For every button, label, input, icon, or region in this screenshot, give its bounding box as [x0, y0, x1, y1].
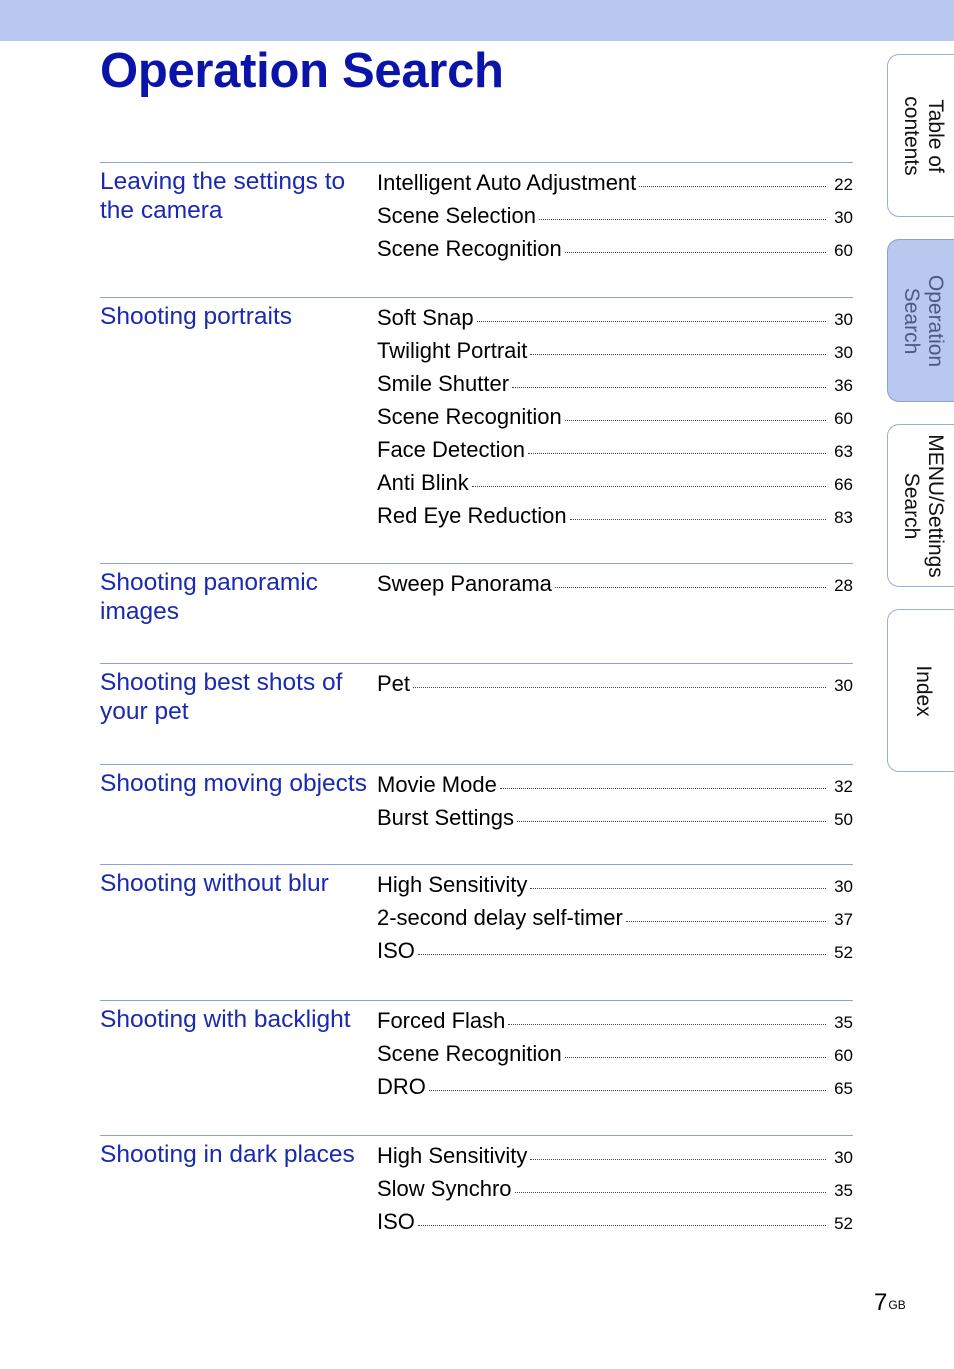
dot-leader [500, 788, 826, 789]
entry-label: Forced Flash [377, 1008, 506, 1033]
dot-leader [626, 921, 826, 922]
entry-page-number: 30 [834, 877, 853, 896]
dot-leader [413, 687, 826, 688]
entry-link[interactable] [377, 1172, 853, 1205]
dot-leader [515, 1192, 826, 1193]
entry-page-number: 66 [834, 475, 853, 494]
dot-leader [418, 954, 826, 955]
entry-list [377, 163, 853, 265]
entry-label: Anti Blink [377, 470, 469, 495]
tab-label: Table of contents [899, 95, 947, 176]
section-title: Shooting portraits [100, 303, 293, 330]
entry-page-number: 60 [834, 241, 853, 260]
entry-list [377, 1001, 853, 1103]
dot-leader [565, 252, 826, 253]
entry-label: 2-second delay self-timer [377, 905, 623, 930]
dot-leader [530, 354, 826, 355]
entry-label: Red Eye Reduction [377, 503, 567, 528]
dot-leader [530, 1159, 826, 1160]
page-number: $7^{GB}$ [874, 1289, 906, 1316]
search-section [100, 1000, 853, 1135]
entry-page-number: 36 [834, 376, 853, 395]
entry-list [377, 664, 853, 700]
tab-table-of-contents[interactable] [887, 54, 954, 217]
entry-label: Scene Recognition [377, 236, 562, 261]
entry-page-number: 30 [834, 343, 853, 362]
entry-label: Burst Settings [377, 805, 514, 830]
entry-link[interactable] [377, 934, 853, 967]
entry-label: High Sensitivity [377, 1143, 528, 1168]
tab-operation-search[interactable] [887, 239, 954, 402]
entry-label: Scene Recognition [377, 404, 562, 429]
search-section [100, 297, 853, 563]
section-title: Shooting panoramic images [100, 569, 318, 625]
entry-label: DRO [377, 1074, 426, 1099]
dot-leader [565, 420, 826, 421]
dot-leader [429, 1090, 826, 1091]
entry-list [377, 564, 853, 600]
search-section [100, 162, 853, 297]
entry-link[interactable] [377, 868, 853, 901]
entry-label: Movie Mode [377, 772, 497, 797]
dot-leader [512, 387, 826, 388]
entry-page-number: 83 [834, 508, 853, 527]
entry-page-number: 28 [834, 576, 853, 595]
entry-link[interactable] [377, 166, 853, 199]
entry-label: ISO [377, 1209, 415, 1234]
entry-list [377, 765, 853, 834]
entry-label: High Sensitivity [377, 872, 528, 897]
entry-page-number: 65 [834, 1079, 853, 1098]
tab-label: MENU/Settings Search [899, 433, 947, 578]
entry-link[interactable] [377, 301, 853, 334]
entry-link[interactable] [377, 199, 853, 232]
entry-label: Scene Selection [377, 203, 536, 228]
dot-leader [508, 1024, 826, 1025]
entry-page-number: 30 [834, 310, 853, 329]
entry-page-number: 35 [834, 1181, 853, 1200]
dot-leader [530, 888, 826, 889]
dot-leader [472, 486, 826, 487]
dot-leader [418, 1225, 826, 1226]
entry-page-number: 60 [834, 409, 853, 428]
search-section [100, 1135, 853, 1266]
entry-page-number: 22 [834, 175, 853, 194]
search-section [100, 764, 853, 864]
entry-page-number: 52 [834, 1214, 853, 1233]
entry-label: ISO [377, 938, 415, 963]
entry-label: Smile Shutter [377, 371, 510, 396]
entry-list [377, 1136, 853, 1238]
entry-page-number: 30 [834, 676, 853, 695]
entry-page-number: 37 [834, 910, 853, 929]
dot-leader [570, 519, 826, 520]
entry-link[interactable] [377, 667, 853, 700]
operation-search-list [100, 162, 853, 1266]
tab-menu-settings-search[interactable] [887, 424, 954, 587]
entry-label: Sweep Panorama [377, 571, 552, 596]
entry-link[interactable] [377, 567, 853, 600]
search-section [100, 864, 853, 1000]
dot-leader [639, 186, 826, 187]
entry-label: Soft Snap [377, 305, 474, 330]
entry-link[interactable] [377, 801, 853, 834]
entry-link[interactable] [377, 433, 853, 466]
entry-list [377, 298, 853, 532]
entry-label: Pet [377, 671, 411, 696]
tab-label: Index [911, 664, 935, 717]
section-title: Shooting in dark places [100, 1141, 355, 1168]
dot-leader [555, 587, 826, 588]
entry-link[interactable] [377, 466, 853, 499]
entry-link[interactable] [377, 1139, 853, 1172]
tab-index[interactable] [887, 609, 954, 772]
entry-label: Scene Recognition [377, 1041, 562, 1066]
header-band [0, 0, 954, 41]
entry-label: Slow Synchro [377, 1176, 512, 1201]
entry-page-number: 52 [834, 943, 853, 962]
dot-leader [539, 219, 826, 220]
section-title: Shooting without blur [100, 870, 329, 897]
section-title: Shooting moving objects [100, 770, 367, 797]
entry-list [377, 865, 853, 967]
entry-link[interactable] [377, 901, 853, 934]
page-title: Operation Search [100, 44, 504, 98]
dot-leader [565, 1057, 826, 1058]
section-title: Shooting best shots of your pet [100, 669, 343, 725]
entry-link[interactable] [377, 768, 853, 801]
tab-label: Operation Search [899, 274, 947, 367]
entry-link[interactable] [377, 367, 853, 400]
entry-link[interactable] [377, 499, 853, 532]
entry-link[interactable] [377, 1205, 853, 1238]
entry-page-number: 60 [834, 1046, 853, 1065]
search-section [100, 663, 853, 764]
entry-page-number: 50 [834, 810, 853, 829]
entry-link[interactable] [377, 232, 853, 265]
entry-link[interactable] [377, 334, 853, 367]
section-title: Leaving the settings to the camera [100, 168, 346, 224]
search-section [100, 563, 853, 663]
dot-leader [528, 453, 826, 454]
entry-label: Face Detection [377, 437, 525, 462]
dot-leader [517, 821, 826, 822]
entry-page-number: 35 [834, 1013, 853, 1032]
entry-page-number: 30 [834, 1148, 853, 1167]
section-title: Shooting with backlight [100, 1006, 351, 1033]
entry-link[interactable] [377, 1070, 853, 1103]
entry-label: Twilight Portrait [377, 338, 528, 363]
entry-link[interactable] [377, 1004, 853, 1037]
entry-link[interactable] [377, 400, 853, 433]
entry-page-number: 30 [834, 208, 853, 227]
entry-page-number: 63 [834, 442, 853, 461]
entry-label: Intelligent Auto Adjustment [377, 170, 637, 195]
dot-leader [477, 321, 826, 322]
entry-link[interactable] [377, 1037, 853, 1070]
entry-page-number: 32 [834, 777, 853, 796]
